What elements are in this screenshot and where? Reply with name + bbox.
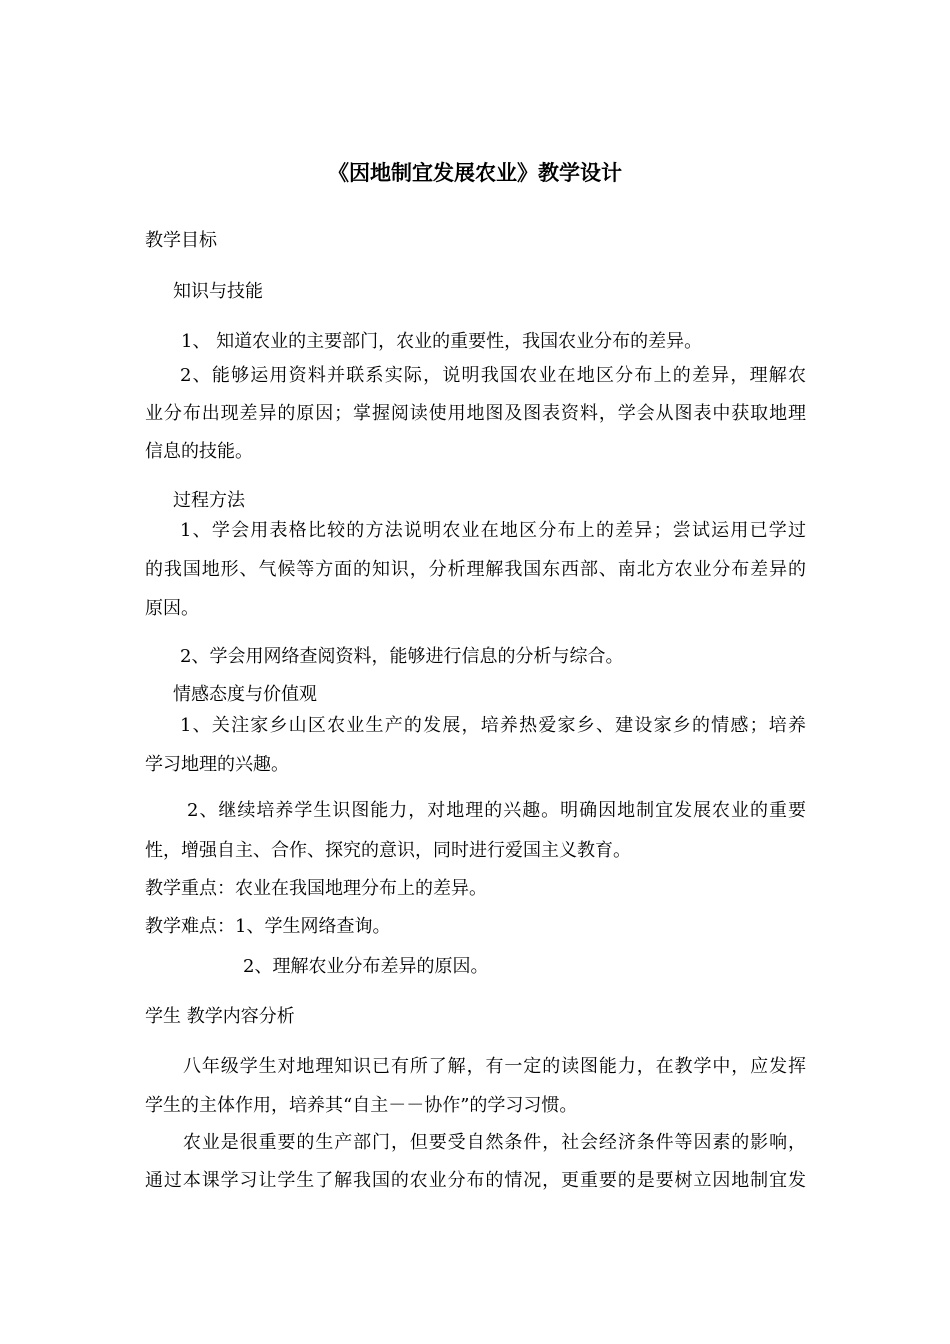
knowledge-item: 业分布出现差异的原因；掌握阅读使用地图及图表资料，学会从图表中获取地理	[145, 403, 806, 424]
knowledge-item: 2、能够运用资料并联系实际，说明我国农业在地区分布上的差异，理解农	[180, 365, 806, 386]
process-item: 原因。	[145, 598, 199, 619]
analysis-item: 八年级学生对地理知识已有所了解，有一定的读图能力，在教学中，应发挥	[183, 1056, 806, 1077]
knowledge-item: 1、 知道农业的主要部门，农业的重要性，我国农业分布的差异。	[181, 331, 703, 352]
process-item: 1、学会用表格比较的方法说明农业在地区分布上的差异；尝试运用已学过	[180, 520, 806, 541]
process-heading: 过程方法	[173, 490, 245, 511]
analysis-heading: 学生 教学内容分析	[145, 1006, 295, 1027]
analysis-item: 农业是很重要的生产部门，但要受自然条件，社会经济条件等因素的影响，	[183, 1132, 806, 1153]
difficulty-line-2: 2、理解农业分布差异的原因。	[243, 956, 489, 977]
key-point: 教学重点：农业在我国地理分布上的差异。	[145, 878, 487, 899]
emotion-item: 学习地理的兴趣。	[145, 754, 289, 775]
emotion-item: 1、关注家乡山区农业生产的发展，培养热爱家乡、建设家乡的情感；培养	[180, 715, 806, 736]
process-item: 2、学会用网络查阅资料，能够进行信息的分析与综合。	[180, 646, 624, 667]
analysis-item: 通过本课学习让学生了解我国的农业分布的情况，更重要的是要树立因地制宜发	[145, 1170, 806, 1191]
analysis-item: 学生的主体作用，培养其“自主－－协作”的学习习惯。	[145, 1095, 578, 1116]
knowledge-item: 信息的技能。	[145, 441, 253, 462]
emotion-item: 性，增强自主、合作、探究的意识，同时进行爱国主义教育。	[145, 840, 631, 861]
emotion-item: 2、继续培养学生识图能力，对地理的兴趣。明确因地制宜发展农业的重要	[187, 800, 806, 821]
knowledge-heading: 知识与技能	[173, 281, 263, 302]
emotion-heading: 情感态度与价值观	[173, 684, 317, 705]
objectives-heading: 教学目标	[145, 230, 217, 251]
process-item: 的我国地形、气候等方面的知识，分析理解我国东西部、南北方农业分布差异的	[145, 559, 806, 580]
document-title: 《因地制宜发展农业》教学设计	[328, 161, 622, 185]
difficulty-line-1: 教学难点：1、学生网络查询。	[145, 916, 391, 937]
